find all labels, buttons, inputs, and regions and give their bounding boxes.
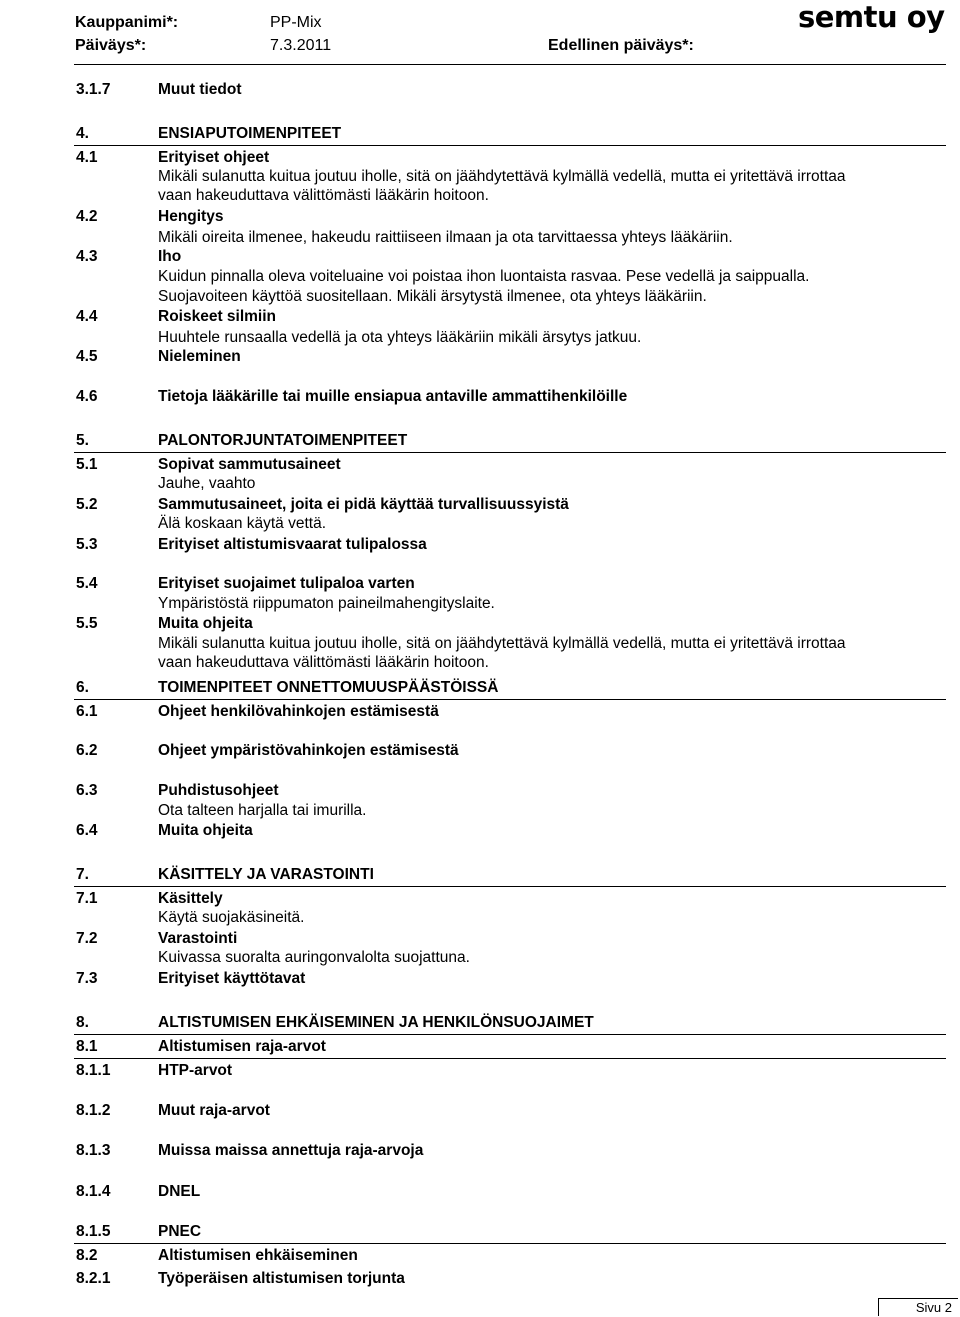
- section-number: 8.1.5: [76, 1223, 111, 1240]
- section-number: 5.4: [76, 575, 98, 592]
- section-row: [0, 1269, 960, 1289]
- section-title: ALTISTUMISEN EHKÄISEMINEN JA HENKILÖNSUOJAIMET: [158, 1014, 594, 1031]
- page-number: Sivu 2: [878, 1298, 958, 1316]
- trade-name-label: Kauppanimi*:: [75, 14, 179, 31]
- section-row: [0, 247, 960, 267]
- section-title: Erityiset suojaimet tulipaloa varten: [158, 575, 415, 592]
- section-title: Käsittely: [158, 890, 223, 907]
- section-title: Varastointi: [158, 930, 238, 947]
- section-title: Muut raja-arvot: [158, 1102, 270, 1119]
- section-title: Altistumisen ehkäiseminen: [158, 1247, 358, 1264]
- section-title: Erityiset altistumisvaarat tulipalossa: [158, 536, 427, 553]
- section-row: [0, 781, 960, 801]
- section-divider: [74, 452, 946, 453]
- section-title: Puhdistusohjeet: [158, 782, 279, 799]
- section-row: [0, 207, 960, 227]
- section-title: Erityiset käyttötavat: [158, 970, 306, 987]
- section-divider: [74, 1034, 946, 1035]
- section-row: [0, 614, 960, 634]
- section-row: [0, 1013, 960, 1033]
- section-row: [0, 80, 960, 100]
- body-text-row: [0, 653, 960, 673]
- section-title: Muissa maissa annettuja raja-arvoja: [158, 1142, 424, 1159]
- section-title: Iho: [158, 248, 182, 265]
- section-number: 8.: [76, 1014, 89, 1031]
- section-title: TOIMENPITEET ONNETTOMUUSPÄÄSTÖISSÄ: [158, 679, 499, 696]
- section-row: [0, 741, 960, 761]
- section-row: [0, 678, 960, 698]
- section-title: Ohjeet ympäristövahinkojen estämisestä: [158, 742, 459, 759]
- date-value: 7.3.2011: [270, 37, 332, 54]
- section-number: 5.: [76, 432, 89, 449]
- company-logo: semtu oy: [798, 0, 945, 34]
- section-title: Työperäisen altistumisen torjunta: [158, 1270, 405, 1287]
- section-number: 6.3: [76, 782, 98, 799]
- section-row: [0, 1101, 960, 1121]
- section-row: [0, 347, 960, 367]
- header-divider: [74, 64, 946, 65]
- section-row: [0, 307, 960, 327]
- trade-name-value: PP-Mix: [270, 14, 322, 31]
- section-number: 4.4: [76, 308, 98, 325]
- section-title: PALONTORJUNTATOIMENPITEET: [158, 432, 408, 449]
- section-number: 7.1: [76, 890, 98, 907]
- section-number: 4.2: [76, 208, 98, 225]
- section-title: Altistumisen raja-arvot: [158, 1038, 326, 1055]
- body-text: Ympäristöstä riippumaton paineilmahengityslaite.: [158, 595, 495, 612]
- section-divider: [74, 145, 946, 146]
- section-row: [0, 1246, 960, 1266]
- section-divider: [74, 699, 946, 700]
- section-number: 5.3: [76, 536, 98, 553]
- section-number: 7.2: [76, 930, 98, 947]
- previous-date-label: Edellinen päiväys*:: [548, 37, 694, 54]
- section-title: DNEL: [158, 1183, 201, 1200]
- section-number: 8.1.3: [76, 1142, 111, 1159]
- section-number: 6.: [76, 679, 89, 696]
- section-number: 4.3: [76, 248, 98, 265]
- section-row: [0, 1222, 960, 1242]
- section-row: [0, 535, 960, 555]
- section-number: 4.5: [76, 348, 98, 365]
- body-text-row: [0, 186, 960, 206]
- section-title: HTP-arvot: [158, 1062, 233, 1079]
- section-row: [0, 1182, 960, 1202]
- section-number: 8.1.1: [76, 1062, 111, 1079]
- section-row: [0, 865, 960, 885]
- section-number: 5.5: [76, 615, 98, 632]
- section-row: [0, 455, 960, 475]
- section-title: Ohjeet henkilövahinkojen estämisestä: [158, 703, 439, 720]
- section-row: [0, 148, 960, 168]
- section-title: PNEC: [158, 1223, 202, 1240]
- section-row: [0, 969, 960, 989]
- body-text-row: [0, 167, 960, 187]
- section-title: Tietoja lääkärille tai muille ensiapua antaville ammattihenkilöille: [158, 388, 628, 405]
- body-text-row: [0, 948, 960, 968]
- section-divider: [74, 886, 946, 887]
- body-text: Käytä suojakäsineitä.: [158, 909, 305, 926]
- section-number: 3.1.7: [76, 81, 111, 98]
- section-row: [0, 1141, 960, 1161]
- section-title: Erityiset ohjeet: [158, 149, 270, 166]
- body-text: Älä koskaan käytä vettä.: [158, 515, 327, 532]
- body-text-row: [0, 514, 960, 534]
- section-title: Sammutusaineet, joita ei pidä käyttää turvallisuussyistä: [158, 496, 569, 513]
- section-number: 5.1: [76, 456, 98, 473]
- body-text: vaan hakeuduttava välittömästi lääkärin hoitoon.: [158, 654, 489, 671]
- body-text: Huuhtele runsaalla vedellä ja ota yhteys lääkäriin mikäli ärsytys jatkuu.: [158, 329, 642, 346]
- body-text-row: [0, 287, 960, 307]
- section-title: ENSIAPUTOIMENPITEET: [158, 125, 342, 142]
- section-row: [0, 821, 960, 841]
- section-title: Sopivat sammutusaineet: [158, 456, 341, 473]
- section-number: 8.2: [76, 1247, 98, 1264]
- body-text-row: [0, 594, 960, 614]
- section-title: Roiskeet silmiin: [158, 308, 277, 325]
- section-divider: [74, 1058, 946, 1059]
- section-row: [0, 929, 960, 949]
- section-number: 7.: [76, 866, 89, 883]
- section-number: 6.2: [76, 742, 98, 759]
- section-divider: [74, 1243, 946, 1244]
- section-row: [0, 1037, 960, 1057]
- section-row: [0, 495, 960, 515]
- section-number: 4.1: [76, 149, 98, 166]
- body-text: Mikäli sulanutta kuitua joutuu iholle, sitä on jäähdytettävä kylmällä vedellä, mutta ei yritettävä irrottaa: [158, 168, 846, 185]
- section-title: Muut tiedot: [158, 81, 242, 98]
- section-number: 7.3: [76, 970, 98, 987]
- body-text-row: [0, 267, 960, 287]
- section-row: [0, 889, 960, 909]
- date-label: Päiväys*:: [75, 37, 147, 54]
- body-text-row: [0, 908, 960, 928]
- body-text-row: [0, 328, 960, 348]
- body-text: Mikäli oireita ilmenee, hakeudu raittiiseen ilmaan ja ota tarvittaessa yhteys lääkäriin.: [158, 229, 733, 246]
- body-text: Kuivassa suoralta auringonvalolta suojattuna.: [158, 949, 470, 966]
- section-number: 4.: [76, 125, 89, 142]
- section-row: [0, 574, 960, 594]
- section-row: [0, 431, 960, 451]
- section-number: 4.6: [76, 388, 98, 405]
- body-text: Ota talteen harjalla tai imurilla.: [158, 802, 367, 819]
- section-row: [0, 1061, 960, 1081]
- section-title: KÄSITTELY JA VARASTOINTI: [158, 866, 374, 883]
- body-text: Mikäli sulanutta kuitua joutuu iholle, sitä on jäähdytettävä kylmällä vedellä, mutta ei yritettävä irrottaa: [158, 635, 846, 652]
- section-number: 5.2: [76, 496, 98, 513]
- section-number: 6.1: [76, 703, 98, 720]
- section-row: [0, 702, 960, 722]
- body-text: vaan hakeuduttava välittömästi lääkärin hoitoon.: [158, 187, 489, 204]
- section-row: [0, 124, 960, 144]
- section-title: Hengitys: [158, 208, 224, 225]
- body-text-row: [0, 634, 960, 654]
- section-number: 8.1.4: [76, 1183, 111, 1200]
- body-text-row: [0, 801, 960, 821]
- body-text: Suojavoiteen käyttöä suositellaan. Mikäli ärsytystä ilmenee, ota yhteys lääkäriin.: [158, 288, 707, 305]
- section-row: [0, 387, 960, 407]
- section-number: 6.4: [76, 822, 98, 839]
- body-text: Kuidun pinnalla oleva voiteluaine voi poistaa ihon luontaista rasvaa. Pese vedellä ja saippualla.: [158, 268, 810, 285]
- body-text-row: [0, 228, 960, 248]
- section-title: Muita ohjeita: [158, 615, 253, 632]
- section-number: 8.1: [76, 1038, 98, 1055]
- body-text-row: [0, 474, 960, 494]
- body-text: Jauhe, vaahto: [158, 475, 256, 492]
- section-title: Muita ohjeita: [158, 822, 253, 839]
- section-number: 8.1.2: [76, 1102, 111, 1119]
- section-number: 8.2.1: [76, 1270, 111, 1287]
- section-title: Nieleminen: [158, 348, 241, 365]
